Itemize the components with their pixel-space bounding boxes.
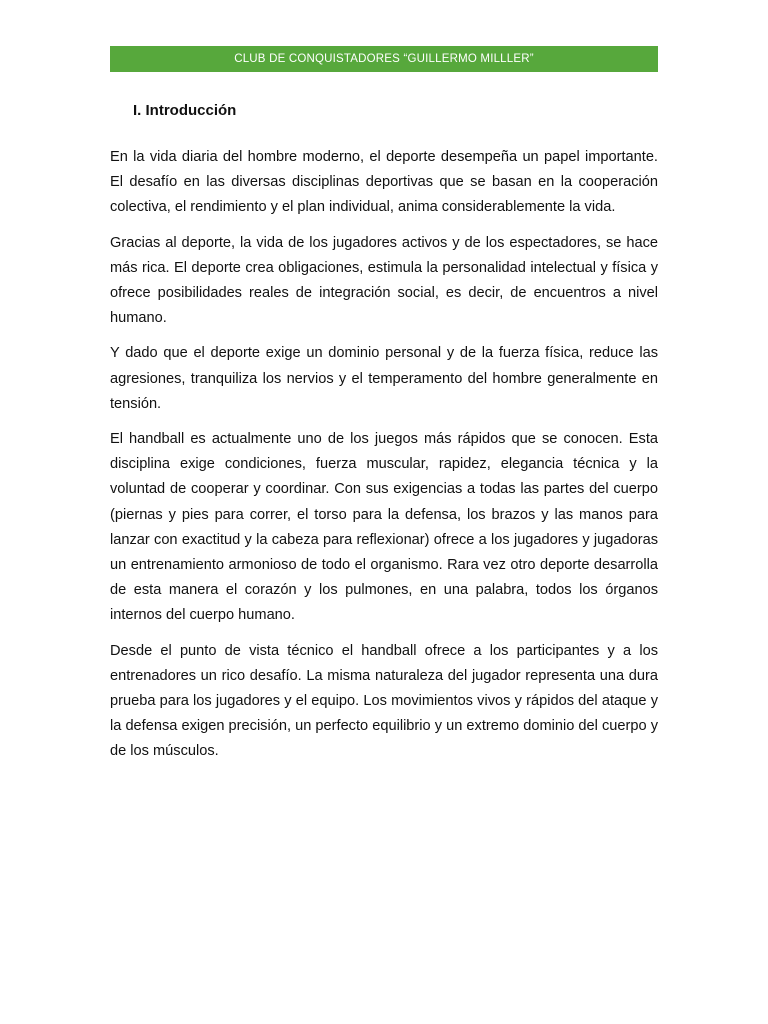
paragraph-1: En la vida diaria del hombre moderno, el deporte desempeña un papel importante. El desafío en las diversas disciplinas deportivas que se basan en la cooperación colectiva, el rendimiento y el plan individual, anima considerablemente la vida. bbox=[110, 149, 658, 216]
paragraph-2: Gracias al deporte, la vida de los jugadores activos y de los espectadores, se hace más rica. El deporte crea obligaciones, estimula la personalidad intelectual y física y ofrece posibilidades reales de integración social, es decir, de encuentros a nivel humano. bbox=[110, 234, 658, 327]
paragraph-3: Y dado que el deporte exige un dominio personal y de la fuerza física, reduce las agresiones, tranquiliza los nervios y el temperamento del hombre generalmente en tensión. bbox=[110, 345, 658, 412]
body-text bbox=[110, 145, 658, 775]
paragraph-5: Desde el punto de vista técnico el handball ofrece a los participantes y a los entrenadores un rico desafío. La misma naturaleza del jugador representa una dura prueba para los jugadores y el equipo. Los movimientos vivos y rápidos del ataque y la defensa exigen precisión, un perfecto equilibrio y un extremo dominio del cuerpo y de los músculos. bbox=[110, 642, 658, 760]
paragraph-4: El handball es actualmente uno de los juegos más rápidos que se conocen. Esta disciplina exige condiciones, fuerza muscular, rapidez, elegancia técnica y la voluntad de cooperar y coordinar. Con sus exigencias a todas las partes del cuerpo (piernas y pies para correr, el torso para la defensa, los brazos y las manos para lanzar con exactitud y la cabeza para reflexionar) ofrece a los jugadores y jugadoras un entrenamiento armonioso de todo el organismo. Rara vez otro deporte desarrolla de esta manera el corazón y los pulmones, en una palabra, todos los órganos internos del cuerpo humano. bbox=[110, 431, 658, 624]
club-header-banner: CLUB DE CONQUISTADORES “GUILLERMO MILLLER” bbox=[110, 46, 658, 72]
section-title: I. Introducción bbox=[133, 102, 237, 119]
